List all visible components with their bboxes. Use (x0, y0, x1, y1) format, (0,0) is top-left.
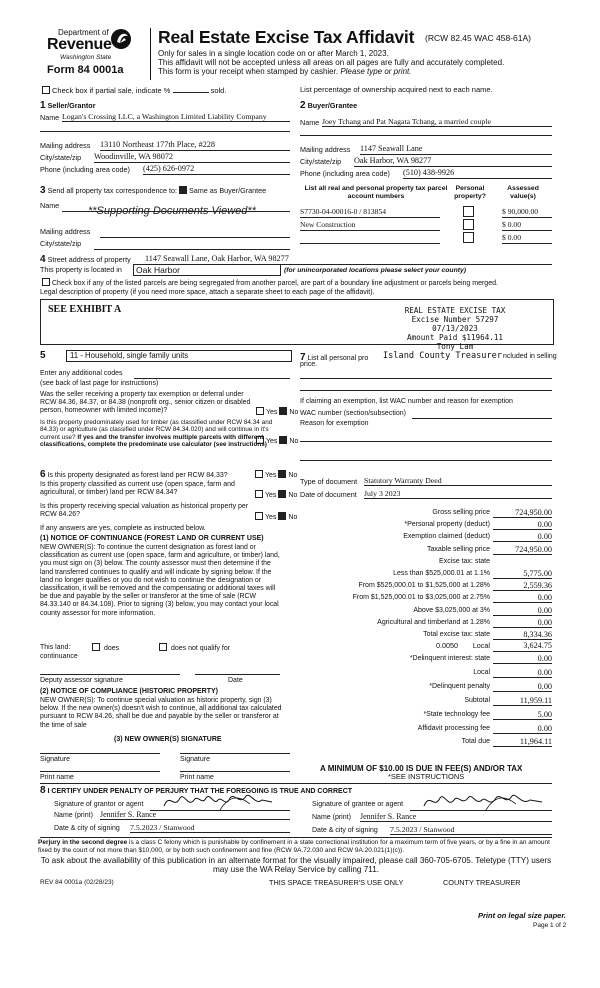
assessed-row-2[interactable]: $ 0.00 (502, 221, 552, 231)
correspondence-name-label: Name (40, 201, 60, 210)
tax-row-label: Agricultural and timberland at 1.28% (377, 618, 490, 626)
tax-row-value[interactable]: 0.00 (493, 618, 552, 628)
partial-sold-label: sold. (210, 86, 227, 95)
buyer-phone-label: Phone (including area code) (300, 169, 390, 178)
use-code-select[interactable]: 11 - Household, single family units (66, 350, 292, 362)
personal-property-price: price. (300, 361, 318, 368)
tax-row-label: Exemption claimed (deduct) (403, 533, 490, 541)
new-owner-signature-label-1: Signature (40, 756, 70, 763)
dept-label: Department of (58, 28, 109, 37)
parcel-row-2[interactable]: New Construction (300, 221, 440, 231)
washington-state: Washington State (60, 54, 112, 61)
perjury-warning: Perjury in the second degree is a class C felony which is punishable by confinement in a state correctional institution for a maximum term of five years, or by a fine in an amount fixed by the court of not more than $10,000, or by both such confinement and fine (RCW 9A.72.030 and RCW 9A.20.021(1)(c)). (38, 839, 550, 854)
tax-row-value[interactable]: 11,959.11 (493, 696, 552, 706)
supporting-documents-stamp: **Supporting Documents Viewed** (88, 205, 256, 217)
exemption-reason-label: Reason for exemption (300, 420, 369, 427)
seller-name-field[interactable]: Logan's Crossing LLC, a Washington Limited Liability Company (62, 112, 290, 122)
receipt-line-1: REAL ESTATE EXCISE TAX (404, 306, 506, 315)
new-owner-print-label-1: Print name (40, 774, 74, 781)
partial-sale-label: Check box if partial sale, indicate % (52, 86, 171, 95)
seller-phone-field[interactable]: (425) 626-0972 (143, 164, 290, 175)
exemption-question: Was the seller receiving a property tax exemption or deferral under RCW 84.36, 84.37, or 84.38 (nonprofit org., senior citizen or disabled person, homeowner with limited income)? (40, 391, 251, 414)
document-type-field[interactable]: Statutory Warranty Deed (364, 476, 552, 486)
tax-row-value[interactable]: 0.00 (493, 606, 552, 616)
grantee-name-label: Name (print) (312, 814, 351, 821)
continuance-body: NEW OWNER(S): To continue the current designation as forest land or classification as current use (open space, farm and agriculture, or timber) land, you must sign on (3) below. The county assessor must then determine if the land transferred continues to qualify and will indicate by signing below. If the land no longer qualifies or you do not wish to continue the designation or classification, it will be removed and the compensating or additional taxes will be due and payable by the seller or transferor at the time of sale (RCW 84.33.140 or 84.34.108). Prior to signing (3) below, you may contact your local county assessor for more information. (40, 544, 280, 617)
tax-row-label: *Delinquent penalty (429, 682, 490, 690)
buyer-city-field[interactable]: Oak Harbor, WA 98277 (354, 156, 552, 167)
tax-row-value[interactable]: 0.00 (493, 654, 552, 664)
deputy-assessor-label: Deputy assessor signature (40, 677, 123, 684)
tax-row-value[interactable]: 0.00 (493, 532, 552, 542)
seller-mailing-field[interactable]: 13110 Northeast 177th Place, #228 (100, 140, 290, 151)
tax-row-label: *State technology fee (423, 710, 490, 718)
header-sub3: This form is your receipt when stamped by cashier. Please type or print. (158, 67, 412, 76)
seller-heading: 1 Seller/Grantor (40, 100, 96, 111)
buyer-city-label: City/state/zip (300, 157, 342, 166)
grantee-date-field[interactable]: 7.5.2023 / Stanwood (390, 825, 552, 835)
tax-row-value[interactable]: 8,334.36 (493, 630, 552, 640)
located-label: This property is located in (40, 265, 122, 274)
legal-description-label: Legal description of property (if you need more space, attach a separate sheet to each page of the affidavit). (40, 289, 375, 296)
tax-row-value[interactable]: 724,950.00 (493, 508, 552, 518)
located-select[interactable]: Oak Harbor (133, 264, 281, 276)
grantor-signature-label: Signature of grantor or agent (54, 801, 144, 808)
tax-row-label: Above $3,025,000 at 3% (413, 606, 490, 614)
forest-yes-checkbox[interactable] (255, 470, 263, 478)
receipt-line-5: Tony Lam (436, 342, 474, 352)
tax-row-value[interactable]: 0.00 (493, 593, 552, 603)
additional-codes-note: (see back of last page for instructions) (40, 380, 159, 387)
tax-row-label: Total excise tax: state (423, 631, 490, 638)
tax-row-value[interactable]: 0.00 (493, 682, 552, 692)
forest-no-checkbox[interactable] (278, 470, 286, 478)
tax-row-label: Affidavit processing fee (417, 724, 490, 732)
buyer-name-field[interactable]: Joey Tchang and Pat Nagata Tchang, a married couple (322, 117, 552, 127)
receipt-line-4: Amount Paid $11964.11 (406, 333, 503, 343)
personal-checkbox-1[interactable] (461, 206, 476, 218)
form-number: Form 84 0001a (47, 64, 124, 76)
tax-row-value[interactable]: 0.00 (493, 520, 552, 530)
buyer-mailing-field[interactable]: 1147 Seawall Lane (360, 144, 552, 155)
buyer-heading: 2 Buyer/Grantee (300, 100, 358, 111)
treasurer-use-only: THIS SPACE TREASURER'S USE ONLY (269, 878, 404, 887)
certify-statement: 8 I CERTIFY UNDER PENALTY OF PERJURY THAT THE FOREGOING IS TRUE AND CORRECT (40, 785, 353, 796)
header-sub1: Only for sales in a single location code on or after March 1, 2023. (158, 49, 389, 58)
exemption-yes-no: Yes No (254, 407, 298, 417)
additional-codes-label: Enter any additional codes (40, 370, 123, 377)
land-does-option: does (90, 643, 119, 653)
tax-row-value[interactable]: 0.00 (493, 668, 552, 678)
exemption-claim-label: If claiming an exemption, list WAC number and reason for exemption (300, 398, 513, 405)
receipt-line-2: Excise Number 57297 (411, 315, 499, 325)
tax-row-value[interactable]: 5.00 (493, 710, 552, 720)
see-instructions-note: *SEE INSTRUCTIONS (388, 772, 465, 781)
personal-col-header: Personal property? (454, 185, 486, 201)
list-percentage-note: List percentage of ownership acquired next to each name. (300, 85, 493, 94)
tax-row-label: Taxable selling price (426, 545, 490, 553)
tax-row-label: Subtotal (464, 696, 490, 704)
correspondence-city-label: City/state/zip (40, 239, 82, 248)
buyer-mailing-label: Mailing address (300, 145, 351, 154)
timber-yes-no: Yes No (254, 436, 298, 446)
parcel-row-1[interactable]: S7730-04-00016-0 / 813854 (300, 208, 440, 218)
tax-row-value[interactable]: 5,775.00 (493, 569, 552, 579)
tax-row-label: *Delinquent interest: state (409, 655, 490, 662)
tax-row-label: Less than $525,000.01 at 1.1% (393, 570, 490, 577)
segregated-checkbox[interactable] (42, 278, 50, 286)
historic-yes-checkbox[interactable] (255, 512, 263, 520)
assessed-row-3[interactable]: $ 0.00 (502, 234, 552, 244)
grantee-date-label: Date & city of signing (312, 827, 378, 834)
tax-row-value[interactable]: 11,964.11 (493, 737, 552, 747)
local-rate: 0.0050 (436, 641, 458, 650)
street-address-label: 4 Street address of property (40, 254, 131, 265)
historic-yes-no: Yes No (253, 512, 297, 522)
timber-ag-question: Is this property predominately used for timber (as classified under RCW 84.34 and 84.33) or agriculture (as classified under RCW 84.34.020) and will continue in it's current use? If yes and the transfer involves multiple parcels with different classifications, complete the predominate use calculator (see instructions) (40, 419, 273, 449)
land-does-checkbox[interactable] (92, 643, 100, 651)
seller-city-label: City/state/zip (40, 153, 82, 162)
parcel-row-3[interactable] (300, 234, 440, 244)
street-address-field[interactable]: 1147 Seawall Lane, Oak Harbor, WA 98277 (145, 254, 552, 265)
section-5-number: 5 (40, 350, 46, 361)
revision-number: REV 84 0001a (02/28/23) (40, 879, 114, 886)
tax-row-label: From $525,000.01 to $1,525,000 at 1.28% (358, 582, 490, 590)
tax-row-label: Gross selling price (432, 509, 490, 516)
current-use-yes-no: Yes No (253, 490, 297, 500)
assessed-col-header: Assessed value(s) (507, 185, 539, 201)
header-divider (150, 28, 151, 80)
compliance-heading: (2) NOTICE OF COMPLIANCE (HISTORIC PROPERTY) (40, 688, 218, 695)
timber-no-checkbox[interactable] (279, 436, 287, 444)
tax-row-label: Total due (461, 738, 490, 746)
partial-sale-checkbox[interactable] (42, 86, 50, 94)
personal-checkbox-2[interactable] (461, 219, 476, 231)
seller-name-label: Name (40, 113, 60, 122)
document-date-label: Date of document (300, 490, 357, 499)
grantor-name-label: Name (print) (54, 812, 93, 819)
forest-yes-no: Yes No (253, 470, 297, 480)
exemption-no-checkbox[interactable] (279, 407, 287, 415)
seller-mailing-label: Mailing address (40, 141, 91, 150)
partial-sale-row (40, 86, 226, 96)
grantor-name-field[interactable]: Jennifer S. Rance (100, 810, 290, 820)
form-title: Real Estate Excise Tax Affidavit (158, 27, 415, 47)
form-rcw: (RCW 82.45 WAC 458-61A) (425, 33, 531, 43)
historic-no-checkbox[interactable] (278, 512, 286, 520)
personal-property-label: 7 List all personal pro (300, 352, 369, 363)
new-owner-signature-label-2: Signature (180, 756, 210, 763)
accessibility-note: To ask about the availability of this publication in an alternate format for the visually impaired, please call 360-705-6705. Teletype (TTY) users may use the WA Relay Service by calling 711. (40, 856, 552, 875)
seller-city-field[interactable]: Woodinville, WA 98072 (94, 152, 290, 163)
local-label: Local (472, 641, 490, 650)
seller-phone-label: Phone (including area code) (40, 165, 130, 174)
land-does-not-checkbox[interactable] (159, 643, 167, 651)
personal-property-label-end: ncluded in selling (503, 353, 557, 360)
personal-checkbox-3[interactable] (461, 232, 476, 244)
receipt-line-3: 07/13/2023 (432, 324, 478, 334)
correspondence-mailing-label: Mailing address (40, 227, 91, 236)
parcel-col-header: List all real and personal property tax parcel account numbers (304, 185, 448, 201)
timber-yes-checkbox[interactable] (256, 436, 264, 444)
tax-row-label: Excise tax: state (439, 557, 490, 565)
document-date-field[interactable]: July 3 2023 (364, 489, 552, 499)
grantee-signature[interactable] (420, 790, 550, 812)
header-sub2: This affidavit will not be accepted unless all areas on all pages are fully and accurately completed. (158, 58, 505, 67)
exemption-yes-checkbox[interactable] (256, 407, 264, 415)
current-use-question: Is this property classified as current use (open space, farm and agricultural, or timber) land per RCW 84.34? (40, 481, 235, 497)
historic-question: Is this property receiving special valuation as historical property per RCW 84.26? (40, 503, 249, 519)
new-owner-print-label-2: Print name (180, 774, 214, 781)
grantor-signature[interactable] (160, 790, 280, 812)
current-use-yes-checkbox[interactable] (255, 490, 263, 498)
land-does-not-option: does not qualify for (157, 643, 230, 653)
same-as-buyer-checkbox[interactable] (179, 186, 187, 194)
deputy-date-label: Date (228, 677, 243, 684)
county-treasurer-label: COUNTY TREASURER (443, 878, 521, 887)
tax-row-label: From $1,525,000.01 to $3,025,000 at 2.75% (352, 594, 490, 602)
wac-number-label: WAC number (section/subsection) (300, 410, 406, 417)
dept-revenue: Revenue (47, 36, 112, 53)
continuance-label: continuance (40, 653, 78, 660)
minimum-due-note: A MINIMUM OF $10.00 IS DUE IN FEE(S) AND/OR TAX (320, 764, 523, 773)
dor-logo-icon (110, 28, 132, 50)
tax-row-value[interactable]: 724,950.00 (493, 545, 552, 555)
tax-row-value[interactable]: 2,559.36 (493, 581, 552, 591)
tax-row-value[interactable]: 0.00 (493, 724, 552, 734)
buyer-phone-field[interactable]: (510) 438-9926 (403, 168, 552, 179)
this-land-label: This land: (40, 644, 71, 651)
located-note: (for unincorporated locations please select your county) (284, 267, 467, 274)
current-use-no-checkbox[interactable] (278, 490, 286, 498)
receipt-treasurer-line: Island County Treasurer (383, 351, 502, 361)
legal-paper-note: Print on legal size paper. (478, 911, 566, 920)
grantor-date-field[interactable]: 7.5.2023 / Stanwood (130, 823, 290, 833)
grantee-name-field[interactable]: Jennifer S. Rance (360, 812, 552, 822)
page-number: Page 1 of 2 (533, 922, 567, 929)
excise-receipt-stamp (320, 306, 590, 352)
local-value[interactable]: 3,624.75 (493, 641, 552, 652)
document-type-label: Type of document (300, 477, 358, 486)
buyer-name-label: Name (300, 118, 320, 127)
tax-row-label: *Personal property (deduct) (404, 521, 490, 529)
complete-instructed-note: If any answers are yes, complete as instructed below. (40, 525, 206, 532)
tax-row-label: Local (473, 668, 490, 676)
grantor-date-label: Date & city of signing (54, 825, 120, 832)
new-owner-signature-heading: (3) NEW OWNER(S) SIGNATURE (114, 736, 222, 743)
segregated-row: Check box if any of the listed parcels are being segregated from another parcel, are part of a boundary line adjustment or parcels being merged. (40, 278, 498, 288)
assessed-row-1[interactable]: $ 90,000.00 (502, 208, 552, 218)
see-exhibit-a: SEE EXHIBIT A (48, 304, 122, 315)
forest-land-question: 6 Is this property designated as forest land per RCW 84.33? (40, 469, 228, 480)
compliance-body: NEW OWNER(S): To continue special valuation as historic property, sign (3) below. If the new owner(s) doesn't wish to continue, all additional tax calculated pursuant to RCW 84.26, shall be due and payable by the seller or transferor at the time of sale (40, 697, 282, 729)
correspondence-label: 3 Send all property tax correspondence to: Same as Buyer/Grantee (40, 185, 267, 196)
grantee-signature-label: Signature of grantee or agent (312, 801, 404, 808)
continuance-heading: (1) NOTICE OF CONTINUANCE (FOREST LAND OR CURRENT USE) (40, 535, 264, 542)
